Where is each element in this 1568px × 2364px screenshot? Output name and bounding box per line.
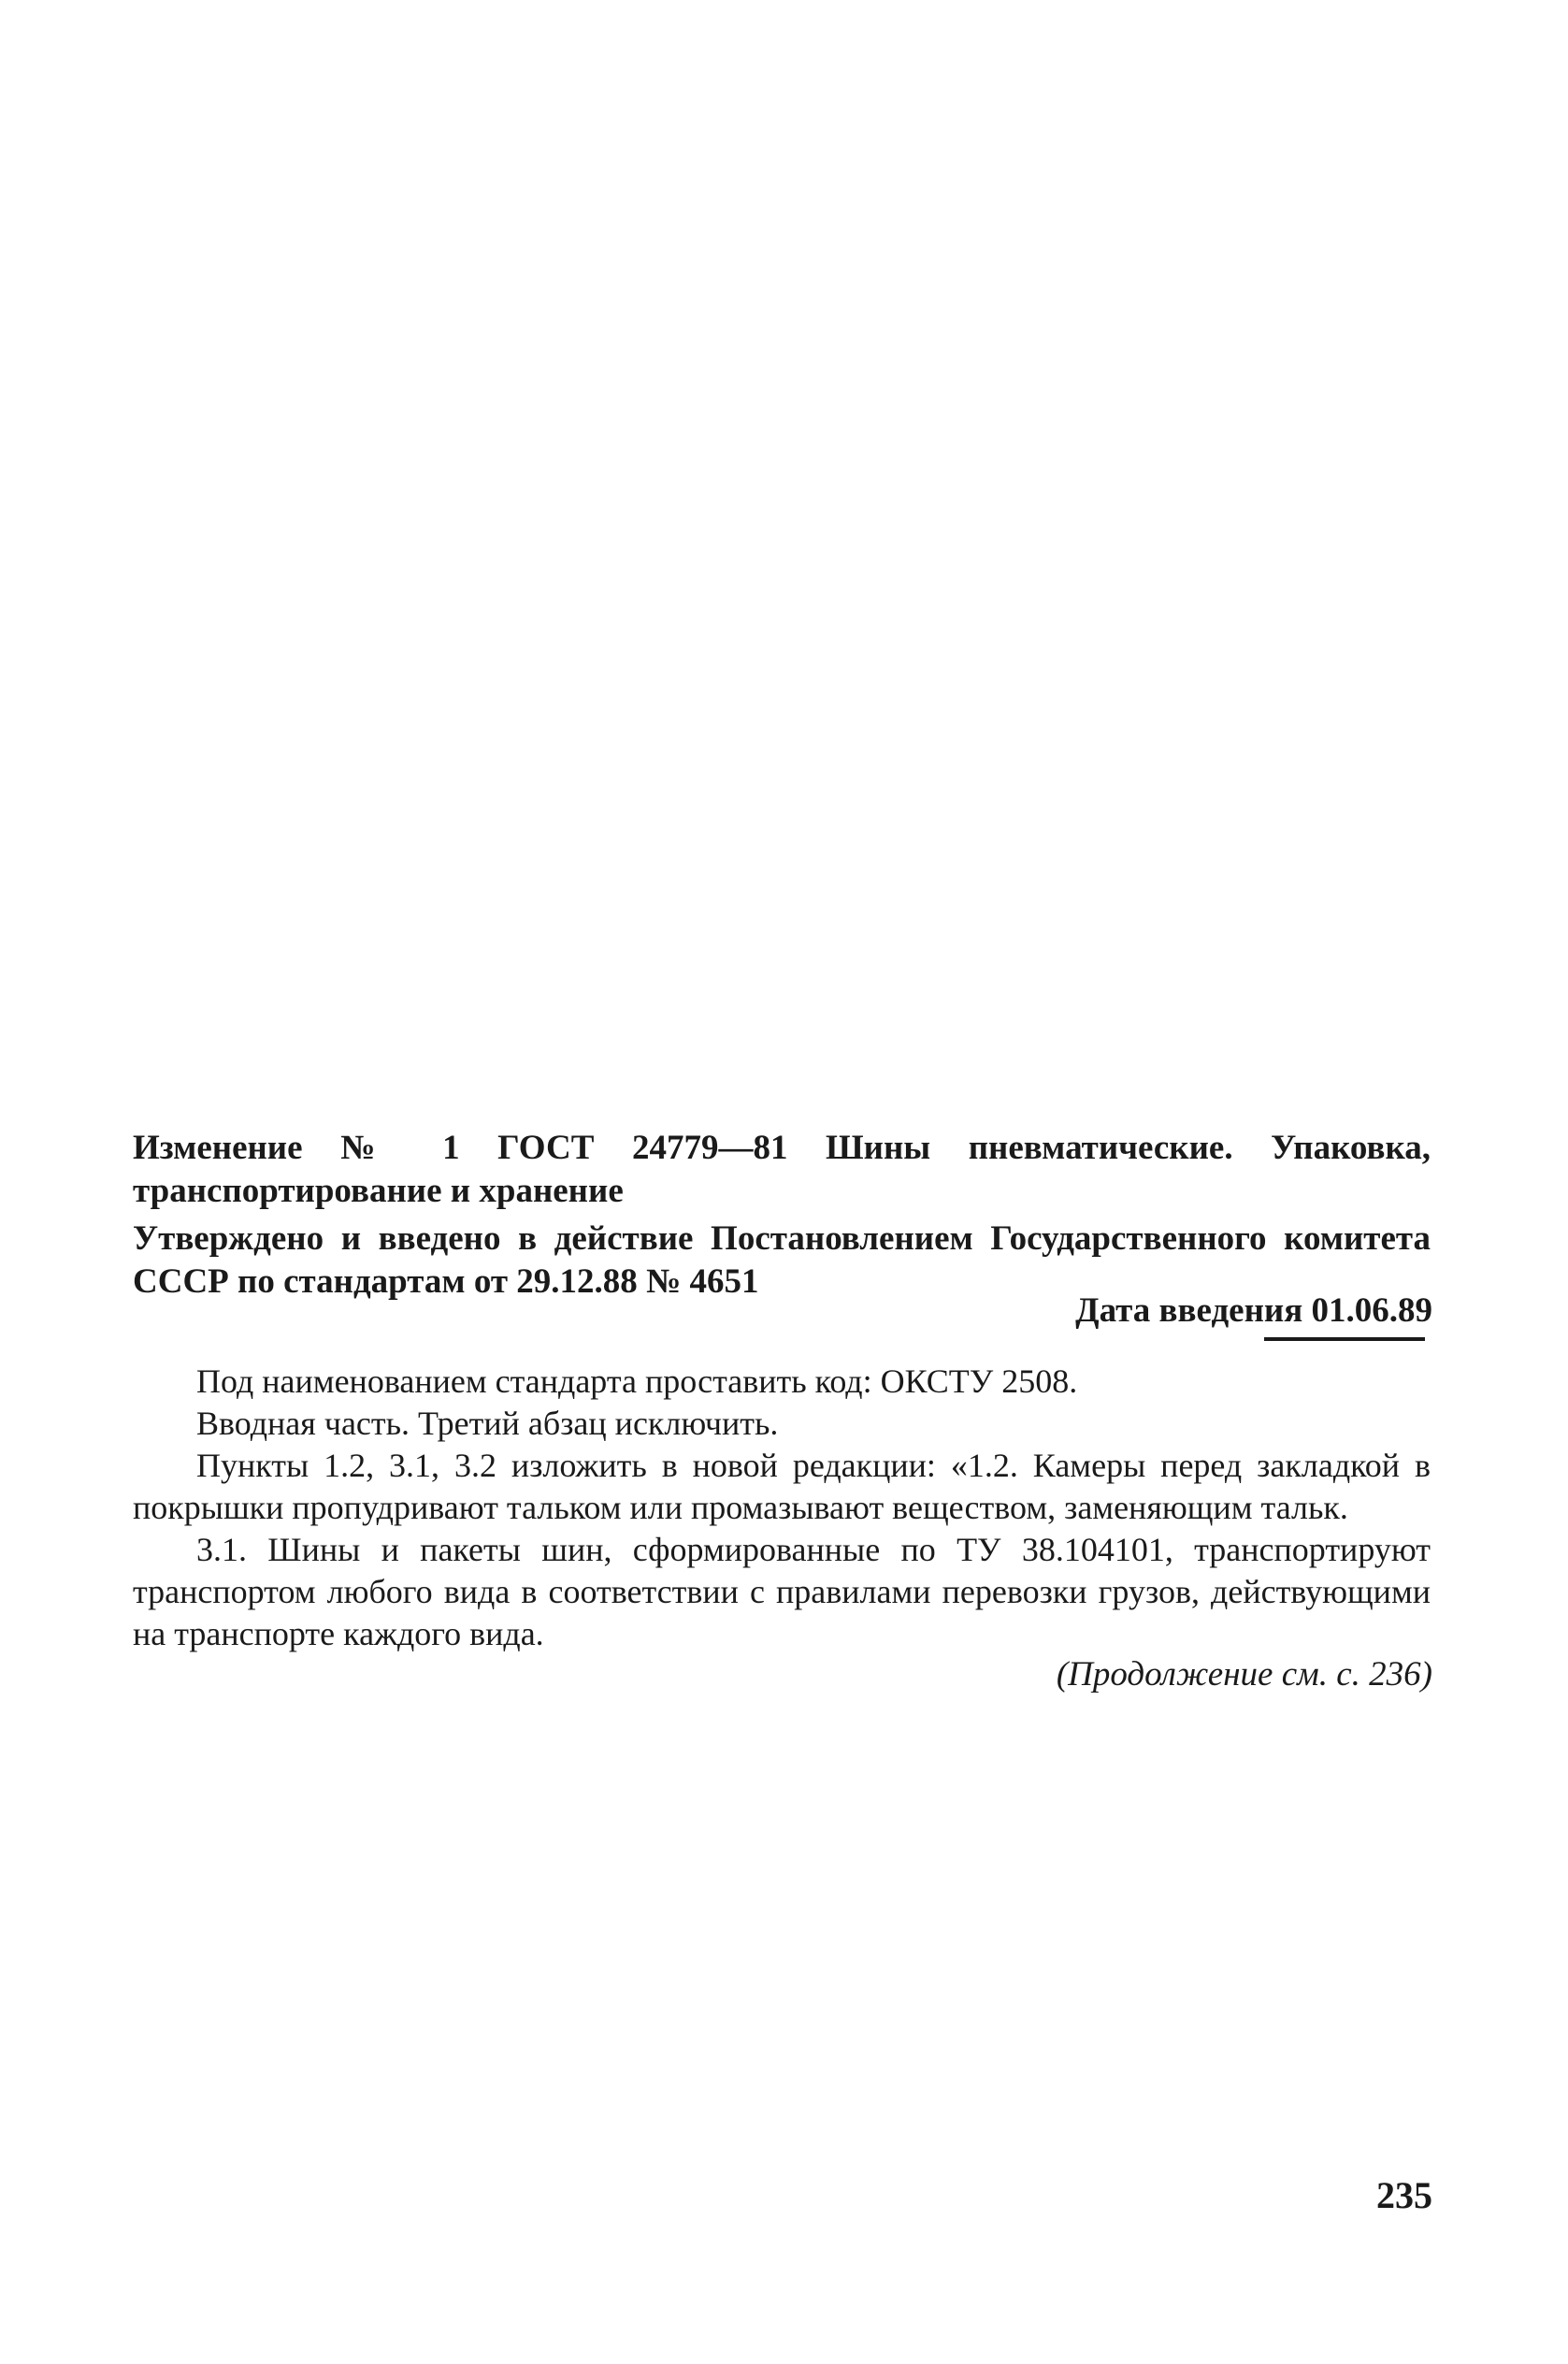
- paragraph: 3.1. Шины и пакеты шин, сформированные по ТУ 38.104101, транспортируют транспортом любого вида в соответствии с правилами перевозки грузов, действующими на транспорте каждого вида.: [133, 1531, 1431, 1652]
- document-body: [133, 1361, 1431, 1655]
- paragraph: Под наименованием стандарта проставить код: ОКСТУ 2508.: [196, 1362, 1078, 1400]
- page-number: 235: [1376, 2174, 1432, 2216]
- document-title: Изменение № 1 ГОСТ 24779—81 Шины пневматические. Упаковка, транспортирование и хранение: [133, 1129, 1431, 1210]
- intro-date-value: 01.06.89: [1311, 1291, 1432, 1330]
- date-underline: [1264, 1337, 1425, 1341]
- continuation-note: (Продолжение см. с. 236): [1056, 1655, 1432, 1694]
- paragraph: Вводная часть. Третий абзац исключить.: [196, 1405, 779, 1442]
- paragraph: Пункты 1.2, 3.1, 3.2 изложить в новой редакции: «1.2. Камеры перед закладкой в покрышки пропудривают тальком или промазывают веществом, заменяющим тальк.: [133, 1447, 1431, 1526]
- intro-date: [1075, 1290, 1432, 1333]
- approval-statement: Утверждено и введено в действие Постановлением Государственного комитета СССР по стандартам от 29.12.88 № 4651: [133, 1219, 1431, 1301]
- intro-date-label: Дата введения: [1075, 1291, 1303, 1330]
